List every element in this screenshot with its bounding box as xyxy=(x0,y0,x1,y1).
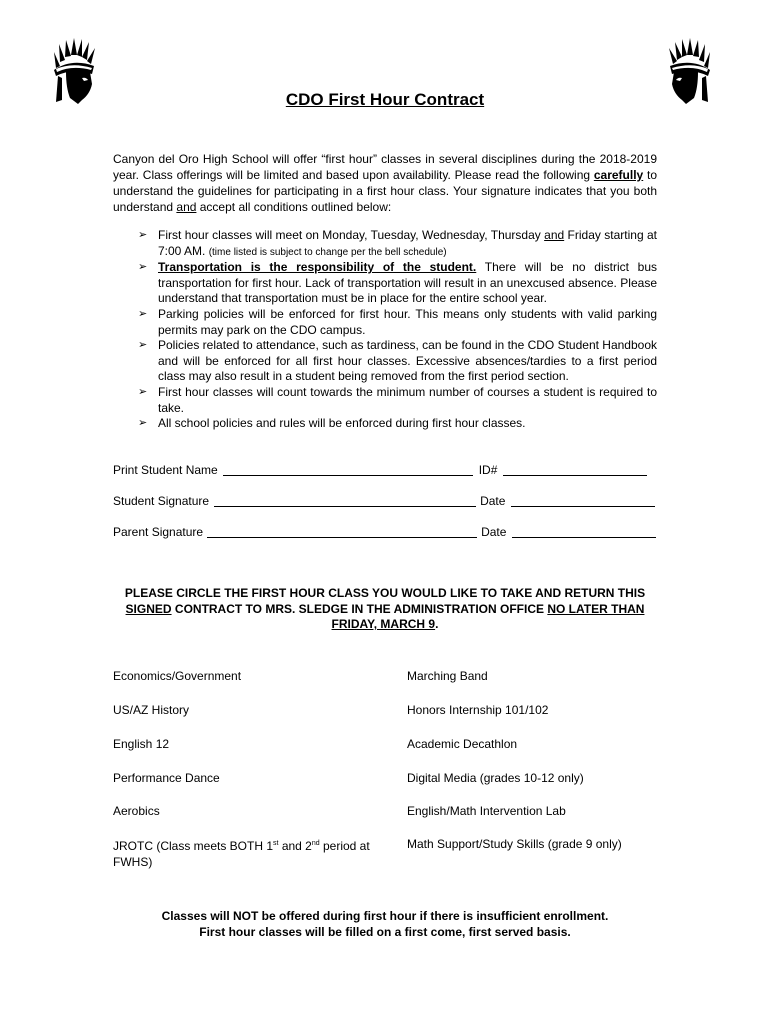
list-item: ➢ Parking policies will be enforced for first hour. This means only students with valid parking permits may park on the CDO campus. xyxy=(138,306,657,337)
class-option-academic-decathlon[interactable]: Academic Decathlon xyxy=(407,737,518,751)
return-instructions: PLEASE CIRCLE THE FIRST HOUR CLASS YOU WOULD LIKE TO TAKE AND RETURN THIS SIGNED CONTRACT TO MRS. SLEDGE IN THE ADMINISTRATION OFFICE NO LATER THAN FRIDAY, MARCH 9. xyxy=(124,586,646,631)
arrowhead-bullet-icon: ➢ xyxy=(138,229,148,241)
student-name-row: Print Student Name ID# xyxy=(113,463,658,477)
arrowhead-bullet-icon: ➢ xyxy=(138,261,148,274)
student-signature-field[interactable] xyxy=(214,494,476,507)
list-item: ➢ All school policies and rules will be enforced during first hour classes. xyxy=(138,416,526,431)
class-option-jrotc[interactable]: JROTC (Class meets BOTH 1st and 2nd period at FWHS) xyxy=(113,839,370,869)
class-option-aerobics[interactable]: Aerobics xyxy=(113,804,160,818)
student-name-field[interactable] xyxy=(223,463,473,476)
list-item: ➢ Policies related to attendance, such as tardiness, can be found in the CDO Student Handbook and will be enforced for all first hour classes. Excessive absences/tardies to a first period class may also result in a student being removed from the first period section. xyxy=(138,338,657,384)
list-item: ➢ First hour classes will meet on Monday, Tuesday, Wednesday, Thursday and Friday starting at 7:00 AM. (time listed is subject to change per the bell schedule) xyxy=(138,228,657,258)
page-title: CDO First Hour Contract xyxy=(285,90,485,109)
class-option-us-az-history[interactable]: US/AZ History xyxy=(113,703,190,717)
class-option-digital-media[interactable]: Digital Media (grades 10-12 only) xyxy=(407,771,584,785)
class-option-performance-dance[interactable]: Performance Dance xyxy=(113,771,220,785)
class-option-marching-band[interactable]: Marching Band xyxy=(407,669,488,683)
student-id-field[interactable] xyxy=(503,463,647,476)
list-item: ➢ Transportation is the responsibility of the student. There will be no district bus transportation for first hour. Lack of transportation will result in an unexcused absence. Please understand that transportation must be in place for the entire school year. xyxy=(138,260,658,306)
student-signature-row: Student Signature Date xyxy=(113,494,658,508)
student-date-field[interactable] xyxy=(511,494,655,507)
parent-signature-field[interactable] xyxy=(207,525,477,538)
class-option-economics[interactable]: Economics/Government xyxy=(113,669,242,683)
arrowhead-bullet-icon: ➢ xyxy=(138,417,148,430)
parent-date-field[interactable] xyxy=(512,525,656,538)
arrowhead-bullet-icon: ➢ xyxy=(138,339,148,352)
class-option-honors-internship[interactable]: Honors Internship 101/102 xyxy=(407,703,549,717)
list-item: ➢ First hour classes will count towards the minimum number of courses a student is required to take. xyxy=(138,384,657,415)
arrowhead-bullet-icon: ➢ xyxy=(138,385,148,398)
enrollment-note: Classes will NOT be offered during first hour if there is insufficient enrollment. First hour classes will be filled on a first come, first served basis. xyxy=(161,909,609,939)
intro-paragraph: Canyon del Oro High School will offer “first hour” classes in several disciplines during the 2018-2019 year. Class offerings will be limited and based upon availability. Please read the following carefully to understand the guidelines for participating in a first hour class. Your signature indicates that you both understand and accept all conditions outlined below: xyxy=(113,152,657,214)
parent-signature-row: Parent Signature Date xyxy=(113,525,658,539)
class-option-math-support[interactable]: Math Support/Study Skills (grade 9 only) xyxy=(407,837,622,851)
class-option-intervention-lab[interactable]: English/Math Intervention Lab xyxy=(407,804,566,818)
class-option-english-12[interactable]: English 12 xyxy=(113,737,170,751)
arrowhead-bullet-icon: ➢ xyxy=(138,307,148,320)
rules-list xyxy=(113,228,657,432)
